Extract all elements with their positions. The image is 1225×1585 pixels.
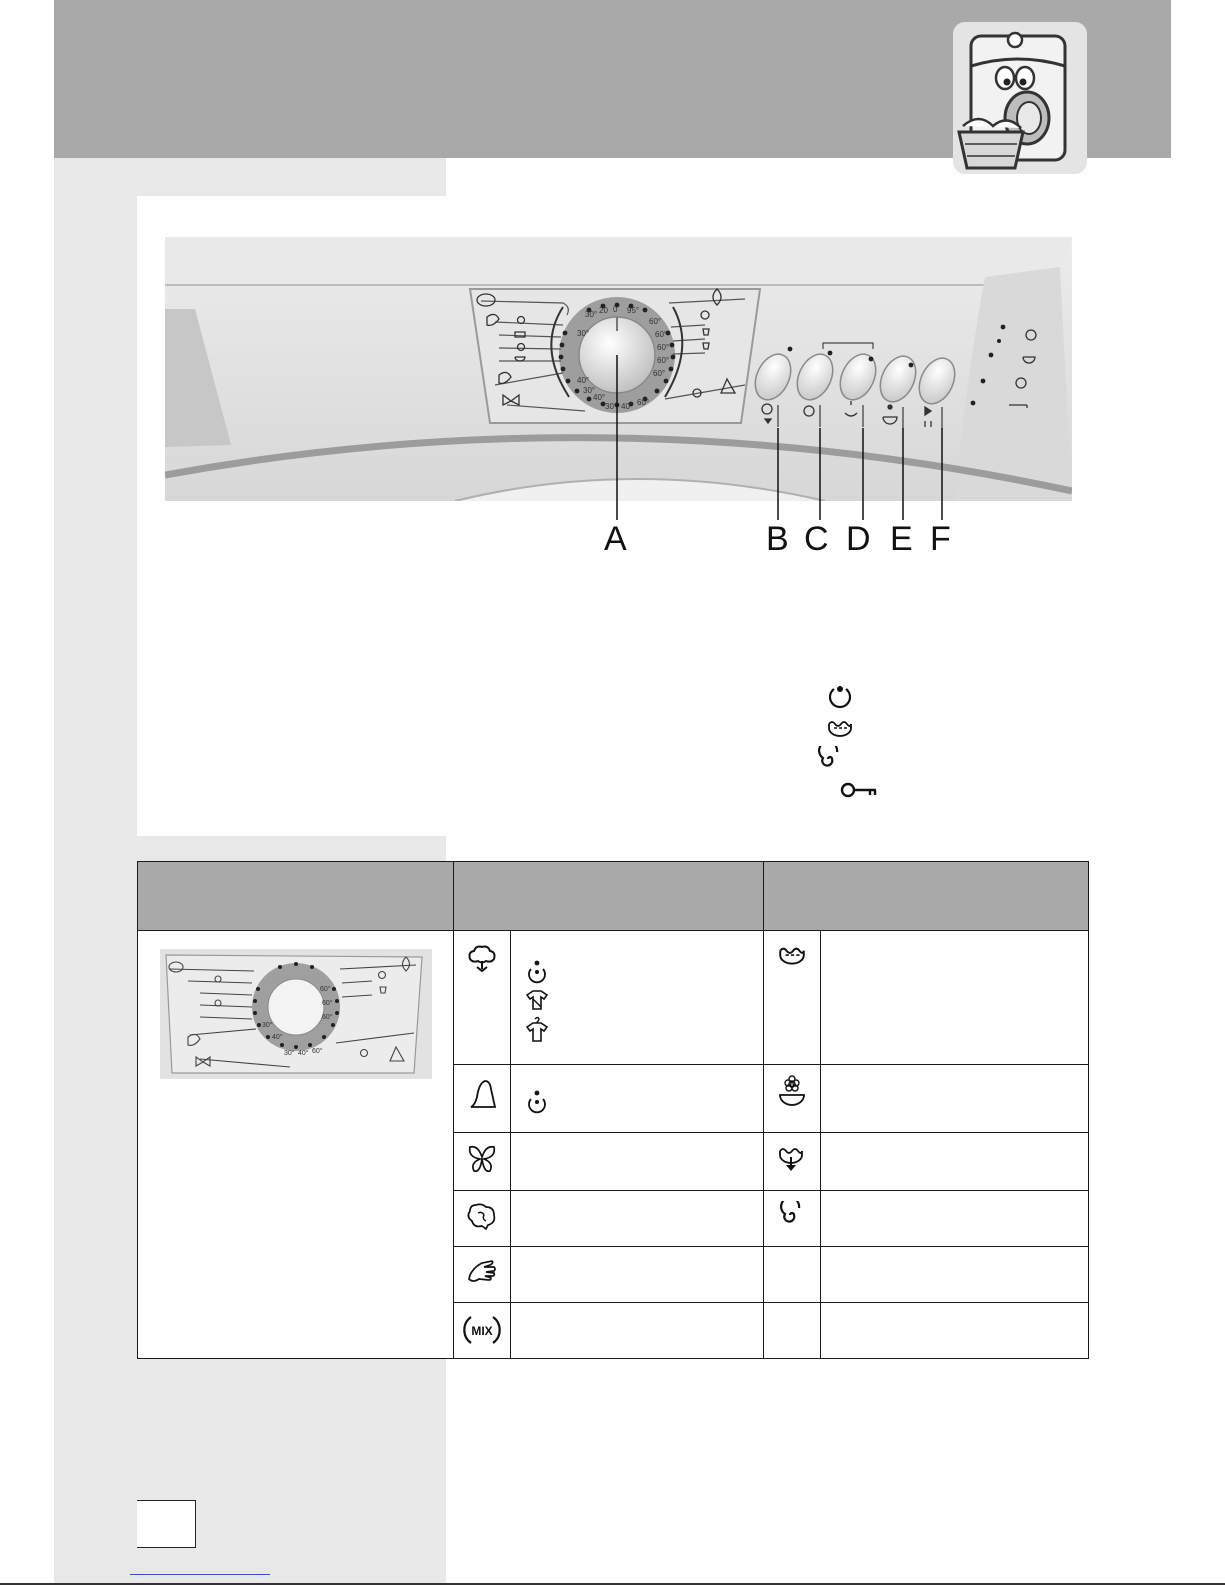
mini-temp-1: 30° [262, 1022, 273, 1029]
wool-icon-cell [454, 1191, 511, 1247]
table-header-row [138, 862, 1089, 931]
synthetics-icon-cell [454, 1065, 511, 1133]
synthetics-options-cell [511, 1065, 764, 1133]
callout-a: A [604, 520, 627, 558]
hand-wash-icon [466, 1257, 498, 1289]
delicates-description-cell [511, 1133, 764, 1191]
mini-temp-4: 60° [322, 1000, 333, 1007]
callout-c: C [804, 520, 829, 558]
dial-temp-top-4: 95° [627, 306, 640, 315]
dial-temp-bottom-1: 30° [605, 402, 618, 411]
dial-temp-bottom-3: 60° [637, 398, 650, 407]
table-header-special [764, 862, 1089, 931]
delicates-icon [466, 1143, 498, 1173]
dial-temp-top-2: 20 [599, 306, 608, 315]
key-lock-icon [840, 780, 878, 805]
rinse-description-cell [821, 931, 1089, 1065]
rinse-icon-cell [764, 931, 821, 1065]
softener-icon-cell [764, 1065, 821, 1133]
dial-thumbnail-cell [138, 931, 454, 1359]
empty-icon-cell-2 [764, 1303, 821, 1359]
dial-temp-top-3: 0 [613, 305, 618, 314]
table-header-main [454, 862, 764, 931]
dial-temp-left-4: 40° [593, 393, 606, 402]
mix-description-cell [511, 1303, 764, 1359]
dial-temp-left-2: 40° [577, 376, 590, 385]
table-row [138, 931, 1089, 1065]
hand-wash-description-cell [511, 1247, 764, 1303]
callout-leaders [0, 0, 1225, 600]
dial-temp-right-4: 60° [657, 356, 670, 365]
cotton-icon [465, 941, 499, 975]
synthetics-icon [467, 1075, 497, 1111]
table-header-dial [138, 862, 454, 931]
dial-temp-top-1: 30° [585, 310, 598, 319]
mini-temp-6: 30° [284, 1050, 295, 1057]
empty-description-cell [821, 1247, 1089, 1303]
dial-temp-right-1: 60° [649, 317, 662, 326]
footer-link-line [130, 1574, 270, 1575]
mini-temp-3: 60° [320, 986, 331, 993]
dial-temp-bottom-2: 40° [621, 402, 634, 411]
spin-description-cell [821, 1191, 1089, 1247]
callout-f: F [930, 520, 951, 558]
dial-temp-left-1: 30° [577, 329, 590, 338]
mini-temp-8: 60° [312, 1048, 323, 1055]
dial-temp-right-5: 60° [653, 369, 666, 378]
delicates-icon-cell [454, 1133, 511, 1191]
drain-icon [777, 1143, 807, 1175]
page-number-box [137, 1500, 196, 1548]
mini-temp-5: 60° [322, 1014, 333, 1021]
mini-dial-illustration [160, 949, 453, 1084]
drain-description-cell [821, 1133, 1089, 1191]
wool-icon [466, 1201, 498, 1231]
rinse-hold-icon [826, 716, 854, 743]
dial-temp-right-2: 60° [655, 330, 668, 339]
rinse-icon [777, 941, 807, 967]
drain-icon-cell [764, 1133, 821, 1191]
spin-icon-cell [764, 1191, 821, 1247]
mix-label: MIX [471, 1324, 493, 1338]
mini-temp-7: 40° [298, 1050, 309, 1057]
cotton-options-cell [511, 931, 764, 1065]
empty-icon-cell [764, 1247, 821, 1303]
spin-icon [778, 1201, 806, 1229]
synthetics-option-icon [523, 1089, 553, 1119]
cotton-option-icons [523, 959, 563, 1059]
empty-description-cell-2 [821, 1303, 1089, 1359]
wool-description-cell [511, 1191, 764, 1247]
mix-icon-cell [454, 1303, 511, 1359]
softener-description-cell [821, 1065, 1089, 1133]
softener-icon [777, 1075, 807, 1109]
hand-wash-icon-cell [454, 1247, 511, 1303]
callout-d: D [846, 520, 871, 558]
dial-temp-left-3: 30° [583, 386, 596, 395]
callout-b: B [766, 520, 789, 558]
program-table [137, 861, 1089, 1359]
power-dot-icon [826, 684, 854, 715]
spin-icon [816, 746, 844, 777]
mini-temp-2: 40° [272, 1034, 283, 1041]
mix-icon [462, 1313, 502, 1347]
callout-e: E [890, 520, 913, 558]
cotton-icon-cell [454, 931, 511, 1065]
dial-temp-right-3: 60° [657, 343, 670, 352]
